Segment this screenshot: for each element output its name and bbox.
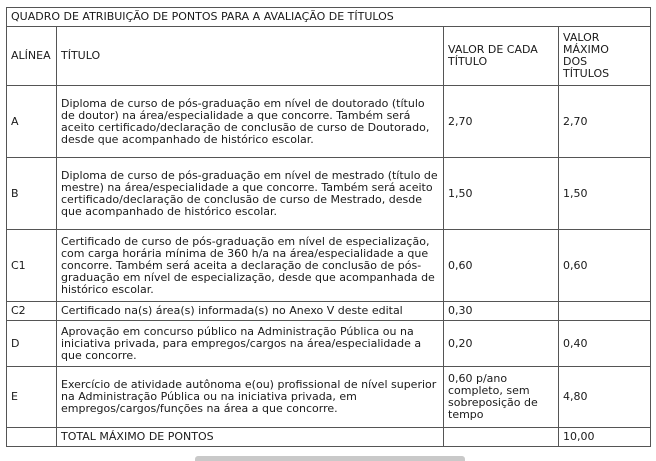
row-alinea: B	[7, 158, 57, 230]
table-title-row	[7, 8, 651, 27]
row-alinea: C2	[7, 302, 57, 321]
row-titulo: Certificado de curso de pós-graduação em nível de especialização, com carga horária mínima de 360 h/a na área/especialidade a que concorre. Também será aceita a declaração de conclusão de pós-graduação em nível de especialização, desde que acompanhada de histórico escolar.	[57, 230, 444, 302]
table-row	[7, 86, 651, 158]
table-title: QUADRO DE ATRIBUIÇÃO DE PONTOS PARA A AVALIAÇÃO DE TÍTULOS	[7, 8, 651, 27]
row-alinea: C1	[7, 230, 57, 302]
header-maximo: VALOR MÁXIMO DOS TÍTULOS	[559, 27, 651, 86]
row-valor: 0,60	[444, 230, 559, 302]
total-empty-cell	[7, 428, 57, 447]
row-titulo: Exercício de atividade autônoma e(ou) profissional de nível superior na Administração Pública ou na iniciativa privada, em empregos/cargos/funções na área a que concorre.	[57, 367, 444, 428]
header-valor: VALOR DE CADA TÍTULO	[444, 27, 559, 86]
points-table	[6, 7, 651, 447]
row-valor: 0,20	[444, 321, 559, 367]
row-valor: 1,50	[444, 158, 559, 230]
row-valor: 0,30	[444, 302, 559, 321]
header-titulo: TÍTULO	[57, 27, 444, 86]
row-maximo: 2,70	[559, 86, 651, 158]
table-row	[7, 158, 651, 230]
row-alinea: A	[7, 86, 57, 158]
row-alinea: E	[7, 367, 57, 428]
bottom-overlay-edge	[195, 456, 465, 461]
row-titulo: Certificado na(s) área(s) informada(s) no Anexo V deste edital	[57, 302, 444, 321]
row-maximo: 1,50	[559, 158, 651, 230]
row-maximo: 0,60	[559, 230, 651, 302]
table-row	[7, 302, 651, 321]
row-alinea: D	[7, 321, 57, 367]
table-total-row	[7, 428, 651, 447]
total-label: TOTAL MÁXIMO DE PONTOS	[57, 428, 444, 447]
table-row	[7, 321, 651, 367]
total-empty-cell	[444, 428, 559, 447]
table-row	[7, 230, 651, 302]
row-titulo: Diploma de curso de pós-graduação em nível de mestrado (título de mestre) na área/especialidade a que concorre. Também será aceito certificado/declaração de conclusão de curso de Mestrado, desde que acompanhado de histórico escolar.	[57, 158, 444, 230]
table-row	[7, 367, 651, 428]
table-header-row	[7, 27, 651, 86]
row-valor: 0,60 p/ano completo, sem sobreposição de tempo	[444, 367, 559, 428]
row-maximo: 0,40	[559, 321, 651, 367]
row-titulo: Aprovação em concurso público na Administração Pública ou na iniciativa privada, para empregos/cargos na área/especialidade a que concorre.	[57, 321, 444, 367]
row-valor: 2,70	[444, 86, 559, 158]
row-titulo: Diploma de curso de pós-graduação em nível de doutorado (título de doutor) na área/especialidade a que concorre. Também será aceito certificado/declaração de conclusão de curso de Doutorado, desde que acompanhado de histórico escolar.	[57, 86, 444, 158]
header-alinea: ALÍNEA	[7, 27, 57, 86]
total-value: 10,00	[559, 428, 651, 447]
row-maximo	[559, 302, 651, 321]
row-maximo: 4,80	[559, 367, 651, 428]
